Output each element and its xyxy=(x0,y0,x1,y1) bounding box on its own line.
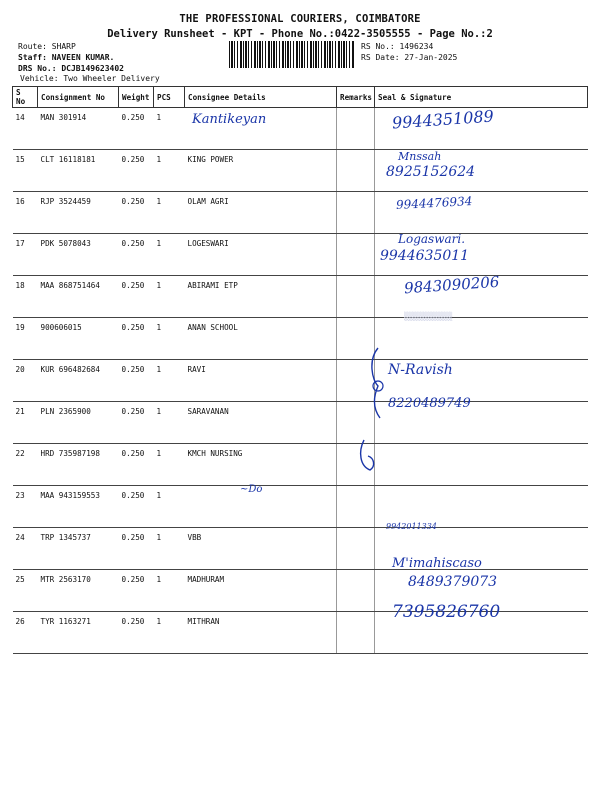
table-row xyxy=(13,570,588,612)
handwritten-scribble-mark xyxy=(350,340,400,490)
table-row xyxy=(13,234,588,276)
cell-consignment: PDK 5078043 xyxy=(38,234,119,276)
cell-weight: 0.250 xyxy=(119,276,154,318)
cell-sno: 18 xyxy=(13,276,38,318)
table-row xyxy=(13,612,588,654)
col-header-seal: Seal & Signature xyxy=(375,87,588,108)
col-header-weight: Weight xyxy=(119,87,154,108)
cell-sno: 20 xyxy=(13,360,38,402)
table-row xyxy=(13,486,588,528)
cell-pcs: 1 xyxy=(154,276,185,318)
handwritten-signature-r18: 9843090206 xyxy=(403,272,500,298)
cell-pcs: 1 xyxy=(154,528,185,570)
cell-consignment: MAA 868751464 xyxy=(38,276,119,318)
col-header-pcs: PCS xyxy=(154,87,185,108)
cell-consignee: KMCH NURSING xyxy=(185,444,337,486)
cell-consignment: HRD 735987198 xyxy=(38,444,119,486)
cell-weight: 0.250 xyxy=(119,360,154,402)
cell-sno: 25 xyxy=(13,570,38,612)
cell-pcs: 1 xyxy=(154,318,185,360)
cell-remarks xyxy=(337,528,375,570)
table-row xyxy=(13,150,588,192)
cell-consignment: PLN 2365900 xyxy=(38,402,119,444)
vehicle-line xyxy=(20,74,160,83)
cell-consignment: 900606015 xyxy=(38,318,119,360)
rs-date-line xyxy=(361,53,457,62)
cell-pcs: 1 xyxy=(154,150,185,192)
cell-remarks xyxy=(337,486,375,528)
table-row xyxy=(13,444,588,486)
cell-weight: 0.250 xyxy=(119,108,154,150)
table-row xyxy=(13,528,588,570)
drs-label: DRS No.: xyxy=(18,64,57,73)
cell-weight: 0.250 xyxy=(119,402,154,444)
drs-value: DCJB149623402 xyxy=(61,64,124,73)
cell-consignment: KUR 696482684 xyxy=(38,360,119,402)
cell-consignee: ANAN SCHOOL xyxy=(185,318,337,360)
runsheet-subtitle: Delivery Runsheet - KPT - Phone No.:0422-3505555 - Page No.:2 xyxy=(107,28,493,40)
route-label: Route: xyxy=(18,42,47,51)
cell-weight: 0.250 xyxy=(119,318,154,360)
cell-weight: 0.250 xyxy=(119,444,154,486)
handwritten-name-r25: M'imahiscaso xyxy=(392,556,482,571)
drs-line xyxy=(18,64,124,73)
cell-weight: 0.250 xyxy=(119,150,154,192)
cell-consignee: OLAM AGRI xyxy=(185,192,337,234)
route-line xyxy=(18,42,76,51)
handwritten-signature-r24: 9942011334 xyxy=(386,522,437,531)
rs-date-label: RS Date: xyxy=(361,53,400,62)
col-header-consignment: Consignment No xyxy=(38,87,119,108)
company-title: THE PROFESSIONAL COURIERS, COIMBATORE xyxy=(179,13,421,25)
cell-weight: 0.250 xyxy=(119,192,154,234)
cell-remarks xyxy=(337,612,375,654)
cell-consignee: MADHURAM xyxy=(185,570,337,612)
cell-remarks xyxy=(337,276,375,318)
cell-sno: 22 xyxy=(13,444,38,486)
handwritten-phone-r25: 8489379073 xyxy=(408,574,498,590)
table-row xyxy=(13,318,588,360)
handwritten-name-r15: Mnssah xyxy=(398,150,442,163)
table-header-row xyxy=(13,87,588,108)
table-row xyxy=(13,276,588,318)
handwritten-signature-r20: N-Ravish xyxy=(388,362,453,378)
cell-sno: 26 xyxy=(13,612,38,654)
table-row xyxy=(13,360,588,402)
cell-pcs: 1 xyxy=(154,360,185,402)
handwritten-signature-r16: 9944476934 xyxy=(395,194,473,212)
handwritten-phone-r17: 9944635011 xyxy=(380,248,470,264)
cell-consignment: MAA 943159553 xyxy=(38,486,119,528)
cell-sno: 21 xyxy=(13,402,38,444)
vehicle-label: Vehicle: xyxy=(20,74,59,83)
cell-pcs: 1 xyxy=(154,108,185,150)
staff-value: NAVEEN KUMAR. xyxy=(51,53,115,62)
cell-seal xyxy=(375,318,588,360)
handwritten-consignee-r14: Kantikeyan xyxy=(192,112,267,127)
cell-consignee: MITHRAN xyxy=(185,612,337,654)
cell-seal xyxy=(375,444,588,486)
cell-consignee: RAVI xyxy=(185,360,337,402)
cell-consignee: SARAVANAN xyxy=(185,402,337,444)
table-row xyxy=(13,192,588,234)
handwritten-signature-r21: 8220489749 xyxy=(388,396,471,411)
cell-remarks xyxy=(337,150,375,192)
table-row xyxy=(13,402,588,444)
cell-consignment: TYR 1163271 xyxy=(38,612,119,654)
cell-remarks xyxy=(337,192,375,234)
cell-pcs: 1 xyxy=(154,234,185,276)
cell-consignment: RJP 3524459 xyxy=(38,192,119,234)
cell-weight: 0.250 xyxy=(119,486,154,528)
rs-no-value: 1496234 xyxy=(399,42,434,51)
cell-sno: 14 xyxy=(13,108,38,150)
cell-pcs: 1 xyxy=(154,570,185,612)
col-header-remarks: Remarks xyxy=(337,87,375,108)
cell-weight: 0.250 xyxy=(119,612,154,654)
cell-weight: 0.250 xyxy=(119,234,154,276)
cell-consignment: TRP 1345737 xyxy=(38,528,119,570)
cell-remarks xyxy=(337,234,375,276)
col-header-consignee: Consignee Details xyxy=(185,87,337,108)
cell-pcs: 1 xyxy=(154,486,185,528)
cell-pcs: 1 xyxy=(154,402,185,444)
cell-consignee: ABIRAMI ETP xyxy=(185,276,337,318)
handwritten-signature-r14: 9944351089 xyxy=(391,106,495,133)
cell-pcs: 1 xyxy=(154,192,185,234)
route-value: SHARP xyxy=(51,42,76,51)
staff-line xyxy=(18,53,114,62)
runsheet-table xyxy=(12,86,588,654)
cell-remarks xyxy=(337,570,375,612)
handwritten-consignee-r23: ~Do xyxy=(240,484,263,495)
handwritten-signature-r26: 7395826760 xyxy=(392,602,501,622)
cell-weight: 0.250 xyxy=(119,528,154,570)
rs-no-line xyxy=(361,42,433,51)
cell-consignee: LOGESWARI xyxy=(185,234,337,276)
cell-pcs: 1 xyxy=(154,444,185,486)
cell-sno: 16 xyxy=(13,192,38,234)
faded-stamp: ▒▒▒▒▒▒▒▒▒▒ xyxy=(404,312,453,321)
handwritten-name-r17: Logaswari. xyxy=(398,232,466,246)
cell-consignee: VBB xyxy=(185,528,337,570)
handwritten-phone-r15: 8925152624 xyxy=(386,164,476,180)
cell-sno: 24 xyxy=(13,528,38,570)
barcode xyxy=(229,41,355,68)
cell-consignment: MTR 2563170 xyxy=(38,570,119,612)
cell-pcs: 1 xyxy=(154,612,185,654)
rs-no-label: RS No.: xyxy=(361,42,395,51)
cell-consignment: CLT 16118181 xyxy=(38,150,119,192)
cell-consignee: KING POWER xyxy=(185,150,337,192)
cell-sno: 19 xyxy=(13,318,38,360)
cell-weight: 0.250 xyxy=(119,570,154,612)
cell-sno: 15 xyxy=(13,150,38,192)
cell-consignment: MAN 301914 xyxy=(38,108,119,150)
cell-remarks xyxy=(337,108,375,150)
staff-label: Staff: xyxy=(18,53,47,62)
rs-date-value: 27-Jan-2025 xyxy=(404,53,458,62)
cell-sno: 17 xyxy=(13,234,38,276)
vehicle-value: Two Wheeler Delivery xyxy=(63,74,160,83)
cell-sno: 23 xyxy=(13,486,38,528)
col-header-sno: S No xyxy=(13,87,38,108)
table-row xyxy=(13,108,588,150)
